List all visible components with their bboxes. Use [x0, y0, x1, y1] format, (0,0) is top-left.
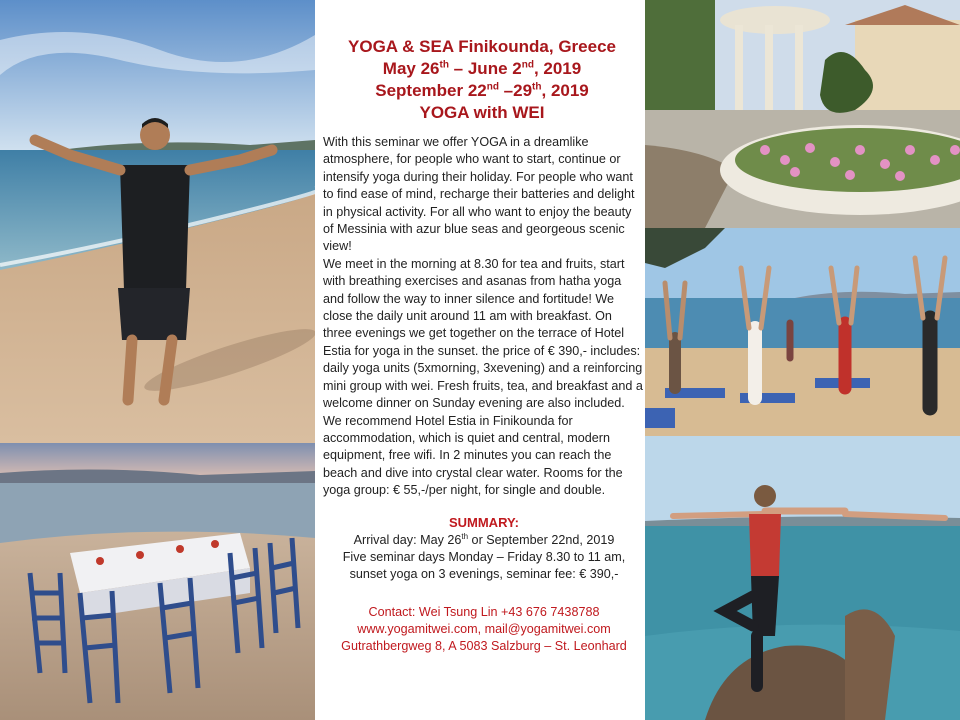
dates-sep-end: , 2019 — [541, 81, 589, 100]
description — [323, 134, 645, 500]
description-schedule: We meet in the morning at 8.30 for tea and fruits, start with breathing exercises and asanas from hatha yoga and follow the way to inner silence and fortitude! We close the daily unit around 11 am with breakfast. On three evenings we get together on the terrace of Hotel Estia for yoga in the sunset. the price of € 390,- includes: daily yoga units (5xmorning, 3xevening) and a reinforcing mini group with wei. Fresh fruits, tea, and breakfast and a welcome dinner on Sunday evening are also included. — [323, 256, 643, 411]
beach-man-image — [0, 0, 315, 443]
dates-sep-mid: –29 — [498, 81, 533, 100]
event-title: YOGA & SEA Finikounda, Greece — [348, 37, 616, 56]
dates-may-mid: – June 2 — [448, 59, 522, 78]
dates-sep-start: September 22 — [375, 81, 487, 100]
dates-may-start: May 26 — [382, 59, 440, 78]
event-header — [323, 36, 645, 124]
dates-may-sup1: th — [439, 59, 449, 71]
contact-address: Gutrathbergweg 8, A 5083 Salzburg – St. Leonhard — [341, 638, 627, 653]
dates-may-end: , 2019 — [533, 59, 582, 78]
event-subtitle: YOGA with WEI — [419, 103, 545, 122]
summary-title: SUMMARY: — [448, 514, 520, 530]
event-dates-september — [323, 80, 641, 102]
photo-man-on-beach — [0, 0, 315, 443]
group-yoga-image — [645, 228, 960, 436]
gazebo-image — [645, 0, 960, 228]
summary-arrival — [323, 532, 645, 549]
arrival-start: Arrival day: May 26 — [353, 532, 462, 547]
dates-sep-sup2: th — [532, 81, 542, 93]
dates-sep-sup1: nd — [486, 81, 499, 93]
summary-fee: sunset yoga on 3 evenings, seminar fee: € 390,- — [349, 567, 619, 582]
info-panel — [315, 0, 645, 720]
photo-group-yoga-beach — [645, 228, 960, 436]
description-intro: With this seminar we offer YOGA in a dreamlike atmosphere, for people who want to start, continue or intensify yoga during their holiday. For people who want to find ease of mind, recharge their batteries and delight in physical activity. For all who want to enjoy the beauty of Messinia with azur blue seas and georgeous scenic view! — [323, 135, 635, 254]
tree-pose-image — [645, 436, 960, 720]
arrival-sup: th — [461, 531, 469, 541]
photo-gazebo-garden — [645, 0, 960, 228]
contact-section — [323, 604, 645, 655]
summary-seminar-days: Five seminar days Monday – Friday 8.30 to 11 am, — [342, 549, 626, 564]
contact-phone[interactable]: Contact: Wei Tsung Lin +43 676 7438788 — [368, 604, 600, 619]
contact-web-email[interactable]: www.yogamitwei.com, mail@yogamitwei.com — [357, 621, 611, 636]
arrival-end: or September 22nd, 2019 — [468, 532, 615, 547]
event-dates-may — [323, 58, 641, 80]
description-accommodation: We recommend Hotel Estia in Finikounda for accommodation, which is quiet and central, modern equipment, free wifi. In 2 minutes you can reach the beach and dive into crystal clear water. Rooms for the yoga group: € 55,-/per night, for single and double. — [323, 413, 623, 498]
summary-section — [323, 514, 645, 584]
photo-tree-pose-rocks — [645, 436, 960, 720]
dinner-table-image — [0, 443, 315, 720]
photo-beach-dinner-table — [0, 443, 315, 720]
dates-may-sup2: nd — [521, 59, 534, 71]
